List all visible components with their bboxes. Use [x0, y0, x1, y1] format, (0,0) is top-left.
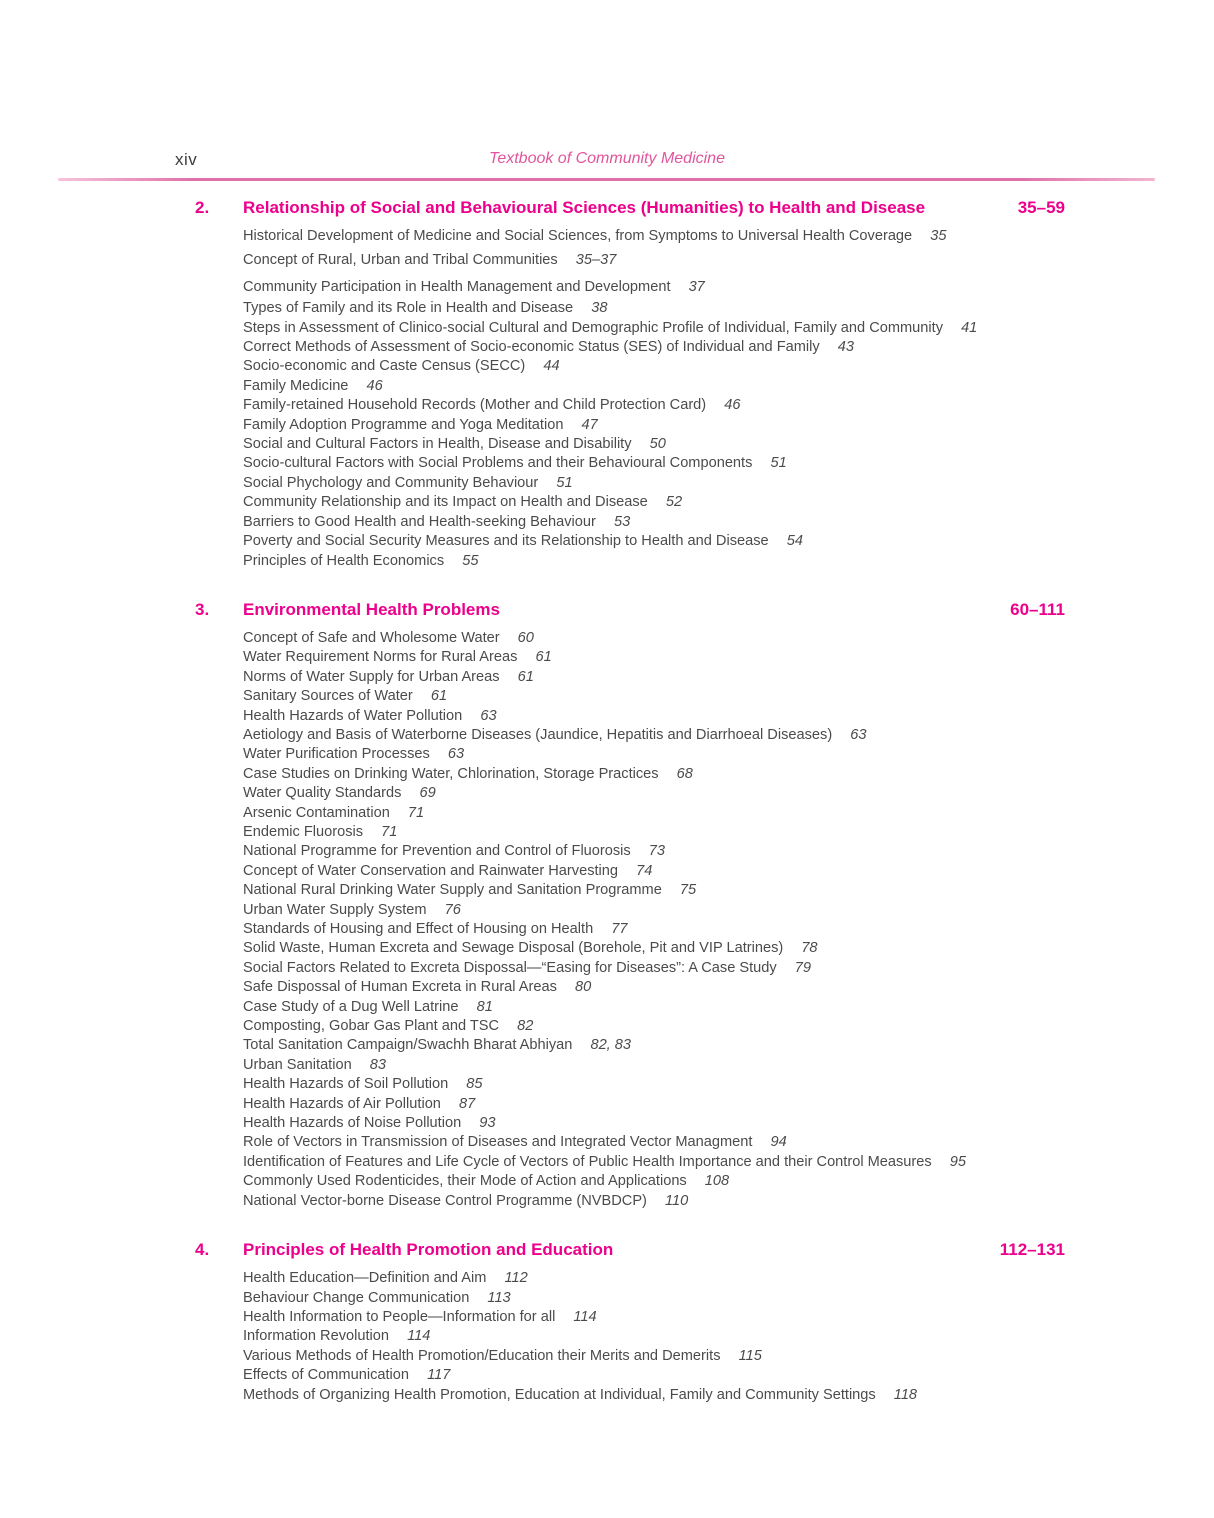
toc-entry-page: 44 [543, 358, 560, 375]
toc-entry [243, 629, 1065, 648]
toc-entry-title: Correct Methods of Assessment of Socio-economic Status (SES) of Individual and Family [243, 339, 820, 356]
toc-entry [243, 1269, 1065, 1288]
toc-entry-title: Urban Water Supply System [243, 901, 427, 918]
toc-entry-page: 83 [369, 1056, 387, 1073]
toc-entry-title: Socio-cultural Factors with Social Problems and their Behavioural Components [243, 455, 753, 472]
toc-entry-title: Health Hazards of Noise Pollution [243, 1115, 462, 1132]
toc-entry-title: Community Relationship and its Impact on Health and Disease [243, 494, 648, 511]
toc-entry [243, 804, 1065, 823]
toc-entry-title: Various Methods of Health Promotion/Education their Merits and Demerits [243, 1347, 721, 1364]
header-divider [58, 178, 1155, 181]
toc-entry [243, 668, 1065, 687]
toc-entry-title: Effects of Communication [243, 1367, 410, 1384]
toc-entry-page: 81 [476, 998, 493, 1015]
toc-entry [243, 881, 1065, 900]
toc-entry-page: 82 [517, 1018, 534, 1035]
toc-entry [243, 1075, 1065, 1094]
toc-entry-title: Family Adoption Programme and Yoga Meditation [243, 416, 564, 433]
chapter-title: Relationship of Social and Behavioural Sciences (Humanities) to Health and Disease [243, 198, 926, 217]
toc-entry-title: Types of Family and its Role in Health and Disease [243, 300, 574, 317]
toc-entry [243, 784, 1065, 803]
toc-entry [243, 532, 1065, 551]
toc-entry [243, 246, 1065, 272]
toc-entry-page: 37 [688, 278, 705, 295]
toc-entry [243, 552, 1065, 571]
toc-entry-title: Endemic Fluorosis [243, 823, 364, 840]
toc-entry [243, 1114, 1065, 1133]
toc-entry-title: Health Education—Definition and Aim [243, 1270, 487, 1287]
toc-entry-title: Social Phychology and Community Behaviour [243, 474, 539, 491]
toc-entry-title: Case Study of a Dug Well Latrine [243, 998, 459, 1015]
chapter-heading [195, 600, 1065, 620]
toc-entry-page: 52 [665, 494, 683, 511]
toc-entry-page: 71 [381, 823, 398, 840]
toc-entry [243, 338, 1065, 357]
toc-entry-title: Family-retained Household Records (Mother and Child Protection Card) [243, 397, 707, 414]
toc-entry-page: 73 [648, 843, 666, 860]
toc-chapter [195, 198, 1065, 571]
chapter-title: Principles of Health Promotion and Education [243, 1240, 614, 1260]
chapter-entry-list [243, 1269, 1065, 1405]
toc-entry-page: 117 [427, 1367, 451, 1384]
toc-entry [243, 1153, 1065, 1172]
toc-entry-page: 93 [479, 1115, 496, 1132]
toc-entry [243, 1327, 1065, 1346]
toc-entry [243, 1366, 1065, 1385]
toc-entry-title: Sanitary Sources of Water [243, 688, 413, 705]
toc-entry [243, 707, 1065, 726]
toc-entry-page: 46 [724, 397, 741, 414]
toc-chapter [195, 600, 1065, 1211]
toc-entry-page: 95 [949, 1153, 966, 1170]
toc-entry-title: Aetiology and Basis of Waterborne Diseases (Jaundice, Hepatitis and Diarrhoeal Diseases) [243, 726, 833, 743]
toc-entry-title: Urban Sanitation [243, 1056, 352, 1073]
toc-entry [243, 862, 1065, 881]
chapter-entry-list [243, 227, 1065, 571]
toc-entry [243, 939, 1065, 958]
chapter-entry-list [243, 629, 1065, 1211]
toc-entry-title: Norms of Water Supply for Urban Areas [243, 668, 500, 685]
toc-entry-title: Solid Waste, Human Excreta and Sewage Disposal (Borehole, Pit and VIP Latrines) [243, 940, 784, 957]
toc-entry-page: 115 [738, 1347, 762, 1364]
toc-entry-title: Water Requirement Norms for Rural Areas [243, 649, 518, 666]
toc-entry-page: 61 [517, 668, 534, 685]
toc-entry [243, 454, 1065, 473]
chapter-heading [195, 198, 1065, 218]
toc-entry-page: 75 [679, 882, 697, 899]
toc-entry-title: Arsenic Contamination [243, 804, 390, 821]
toc-entry-page: 82, 83 [590, 1037, 632, 1054]
toc-entry [243, 920, 1065, 939]
toc-entry-title: Water Purification Processes [243, 746, 430, 763]
toc-entry-page: 35–37 [575, 252, 617, 269]
toc-entry-title: National Programme for Prevention and Control of Fluorosis [243, 843, 631, 860]
toc-entry [243, 745, 1065, 764]
toc-entry-page: 41 [961, 319, 978, 336]
toc-entry-page: 85 [466, 1076, 483, 1093]
toc-entry-title: Total Sanitation Campaign/Swachh Bharat Abhiyan [243, 1037, 573, 1054]
toc-entry-title: Safe Dispossal of Human Excreta in Rural Areas [243, 979, 557, 996]
toc-entry-title: Concept of Safe and Wholesome Water [243, 629, 500, 646]
toc-entry-page: 54 [786, 533, 803, 550]
toc-entry [243, 513, 1065, 532]
toc-entry-page: 118 [893, 1386, 918, 1403]
toc-entry [243, 396, 1065, 415]
toc-entry-page: 79 [794, 959, 812, 976]
toc-entry [243, 377, 1065, 396]
toc-entry-title: Role of Vectors in Transmission of Diseases and Integrated Vector Managment [243, 1134, 753, 1151]
toc-entry [243, 1017, 1065, 1036]
toc-entry [243, 687, 1065, 706]
toc-entry-title: Identification of Features and Life Cycle of Vectors of Public Health Importance and their Control Measures [243, 1153, 932, 1170]
page-number: xiv [175, 150, 198, 169]
toc-entry-title: Health Hazards of Soil Pollution [243, 1076, 449, 1093]
toc-entry-page: 61 [535, 649, 552, 666]
toc-entry-title: Information Revolution [243, 1328, 390, 1345]
toc-entry-title: Concept of Rural, Urban and Tribal Communities [243, 252, 558, 269]
toc-entry-page: 114 [573, 1308, 597, 1325]
toc-entry [243, 998, 1065, 1017]
toc-entry-page: 77 [611, 921, 628, 937]
chapter-page-range: 35–59 [1017, 198, 1065, 217]
toc-entry-page: 94 [770, 1134, 787, 1151]
chapter-number: 2. [195, 198, 210, 217]
toc-entry-page: 114 [407, 1328, 431, 1345]
toc-entry-title: Composting, Gobar Gas Plant and TSC [243, 1018, 500, 1035]
toc-entry-page: 74 [636, 862, 653, 879]
toc-entry [243, 357, 1065, 376]
toc-entry-page: 69 [419, 785, 436, 802]
toc-entry-title: Family Medicine [243, 377, 349, 394]
toc-entry [243, 1172, 1065, 1191]
toc-entry [243, 319, 1065, 338]
toc-entry [243, 416, 1065, 435]
toc-entry-page: 35 [930, 228, 947, 244]
toc-entry-title: Principles of Health Economics [243, 552, 445, 569]
toc-entry-title: Community Participation in Health Management and Development [243, 278, 671, 295]
toc-entry-page: 110 [664, 1192, 689, 1209]
toc-entry-page: 60 [517, 629, 534, 646]
toc-entry [243, 1386, 1065, 1405]
toc-entry [243, 435, 1065, 454]
toc-entry [243, 273, 1065, 299]
toc-entry-title: National Vector-borne Disease Control Programme (NVBDCP) [243, 1192, 647, 1209]
toc-entry [243, 299, 1065, 318]
toc-entry-page: 51 [556, 474, 573, 491]
chapter-page-range: 112–131 [999, 1240, 1065, 1260]
toc-entry-page: 71 [407, 804, 425, 821]
toc-entry-page: 55 [462, 552, 479, 569]
toc-entry [243, 765, 1065, 784]
toc-entry-title: Health Information to People—Information for all [243, 1308, 556, 1325]
toc-entry-page: 53 [613, 513, 631, 530]
toc-entry-page: 50 [649, 436, 666, 453]
page-header [0, 150, 1214, 172]
toc-entry [243, 978, 1065, 997]
toc-entry [243, 1192, 1065, 1211]
chapter-number: 3. [195, 599, 210, 619]
toc-entry [243, 959, 1065, 978]
toc-entry-page: 63 [480, 707, 497, 724]
toc-entry-title: Commonly Used Rodenticides, their Mode of Action and Applications [243, 1173, 687, 1190]
toc-entry-page: 38 [591, 300, 608, 317]
toc-entry-page: 51 [770, 455, 787, 472]
toc-entry-page: 78 [801, 940, 818, 957]
toc-entry [243, 1308, 1065, 1327]
toc-entry [243, 726, 1065, 745]
toc-entry-page: 87 [459, 1095, 476, 1112]
toc-entry-title: Case Studies on Drinking Water, Chlorination, Storage Practices [243, 765, 659, 782]
chapter-number: 4. [195, 1240, 210, 1260]
toc-entry [243, 648, 1065, 667]
chapter-page-range: 60–111 [1010, 599, 1065, 619]
toc-entry [243, 1347, 1065, 1366]
toc-entry-title: Standards of Housing and Effect of Housing on Health [243, 921, 594, 937]
toc-entry-title: Socio-economic and Caste Census (SECC) [243, 358, 526, 375]
toc-entry-title: Social Factors Related to Excreta Dispossal—“Easing for Diseases”: A Case Study [243, 959, 777, 976]
toc-entry [243, 842, 1065, 861]
toc-entry [243, 1056, 1065, 1075]
toc-entry-title: Water Quality Standards [243, 785, 402, 802]
chapter-title: Environmental Health Problems [243, 599, 500, 619]
toc-entry [243, 493, 1065, 512]
toc-entry-page: 76 [444, 901, 461, 918]
toc-entry [243, 1036, 1065, 1055]
toc-entry-page: 108 [704, 1173, 730, 1190]
toc-entry-title: Social and Cultural Factors in Health, Disease and Disability [243, 436, 632, 453]
chapter-heading [195, 1240, 1065, 1260]
toc-entry-page: 46 [366, 377, 383, 394]
toc-entry-page: 63 [447, 746, 465, 763]
toc-entry [243, 1133, 1065, 1152]
book-title: Textbook of Community Medicine [489, 150, 725, 167]
toc-content [195, 198, 1065, 1405]
toc-entry-page: 68 [676, 765, 693, 782]
toc-entry [243, 1289, 1065, 1308]
toc-entry-title: Health Hazards of Water Pollution [243, 707, 463, 724]
toc-entry-title: Poverty and Social Security Measures and its Relationship to Health and Disease [243, 533, 769, 550]
toc-entry [243, 901, 1065, 920]
toc-entry-page: 61 [430, 688, 448, 705]
toc-chapter [195, 1240, 1065, 1405]
toc-entry-page: 80 [574, 979, 592, 996]
toc-entry-page: 43 [837, 339, 854, 356]
toc-entry-title: Methods of Organizing Health Promotion, Education at Individual, Family and Community Settings [243, 1386, 876, 1403]
toc-entry-page: 63 [850, 726, 867, 743]
toc-entry-title: Historical Development of Medicine and Social Sciences, from Symptoms to Universal Health Coverage [243, 228, 913, 244]
toc-entry-title: Health Hazards of Air Pollution [243, 1095, 441, 1112]
toc-entry-title: National Rural Drinking Water Supply and Sanitation Programme [243, 882, 662, 899]
toc-entry [243, 474, 1065, 493]
toc-entry-page: 112 [504, 1270, 528, 1287]
toc-entry-title: Behaviour Change Communication [243, 1289, 470, 1306]
toc-entry [243, 823, 1065, 842]
toc-entry-page: 113 [487, 1289, 511, 1306]
toc-entry-page: 47 [581, 416, 598, 433]
toc-entry [243, 1095, 1065, 1114]
toc-entry-title: Concept of Water Conservation and Rainwater Harvesting [243, 862, 619, 879]
toc-entry [243, 227, 1065, 246]
toc-entry-title: Steps in Assessment of Clinico-social Cultural and Demographic Profile of Individual, Family and Community [243, 319, 943, 336]
toc-entry-title: Barriers to Good Health and Health-seeking Behaviour [243, 513, 596, 530]
